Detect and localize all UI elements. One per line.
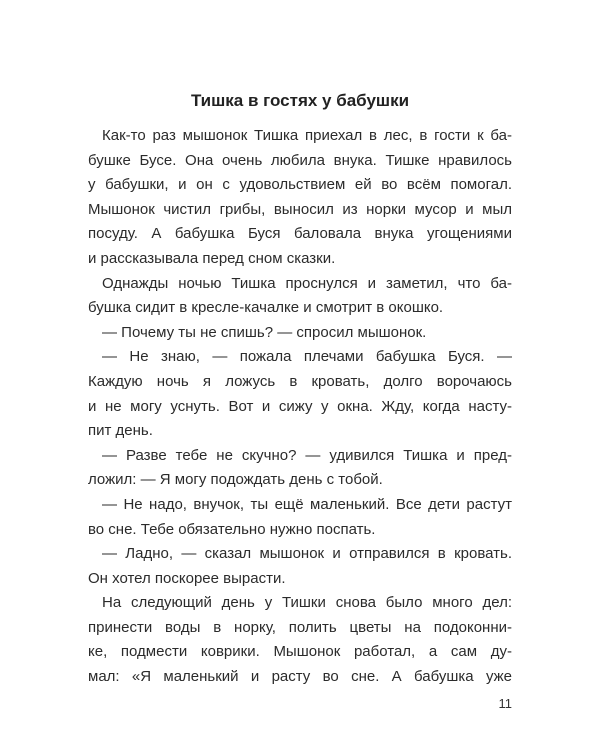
page-number: 11 (498, 696, 512, 711)
text-line: пит день. (88, 422, 153, 440)
story-body (88, 124, 512, 690)
text-line: Однажды ночью Тишка проснулся и заметил, что ба- (102, 274, 512, 292)
text-line: и рассказывала перед сном сказки. (88, 249, 336, 267)
text-line: у бабушки, и он с удовольствием ей во всём помогал. (88, 176, 512, 194)
text-line: — Ладно, — сказал мышонок и отправился в кровать. (102, 545, 512, 563)
text-line: принести воды в норку, полить цветы на подоконни- (88, 618, 512, 636)
text-line: и не могу уснуть. Вот и сижу у окна. Жду, когда насту- (88, 397, 512, 415)
text-line: — Не знаю, — пожала плечами бабушка Буся. — (102, 348, 512, 366)
text-line: посуду. А бабушка Буся баловала внука угощениями (88, 225, 512, 243)
text-line: ложил: — Я могу подождать день с тобой. (88, 471, 383, 489)
text-line: бушке Бусе. Она очень любила внука. Тишке нравилось (88, 151, 512, 169)
text-line: ке, подмести коврики. Мышонок работал, а сам ду- (88, 643, 512, 661)
text-line: — Разве тебе не скучно? — удивился Тишка и пред- (102, 446, 512, 464)
text-line: Как-то раз мышонок Тишка приехал в лес, в гости к ба- (102, 127, 512, 144)
text-line: мал: «Я маленький и расту во сне. А бабушка уже (88, 668, 512, 686)
text-line: Он хотел поскорее вырасти. (88, 569, 286, 587)
text-line: бушка сидит в кресле-качалке и смотрит в окошко. (88, 299, 444, 317)
story-title: Тишка в гостях у бабушки (190, 91, 410, 110)
text-line: Мышонок чистил грибы, выносил из норки мусор и мыл (88, 200, 512, 218)
text-line: — Почему ты не спишь? — спросил мышонок. (102, 323, 427, 341)
text-line: На следующий день у Тишки снова было много дел: (102, 594, 512, 612)
text-line: — Не надо, внучок, ты ещё маленький. Все дети растут (102, 495, 512, 513)
text-line: во сне. Тебе обязательно нужно поспать. (88, 520, 376, 538)
text-line: Каждую ночь я ложусь в кровать, долго ворочаюсь (88, 372, 512, 390)
